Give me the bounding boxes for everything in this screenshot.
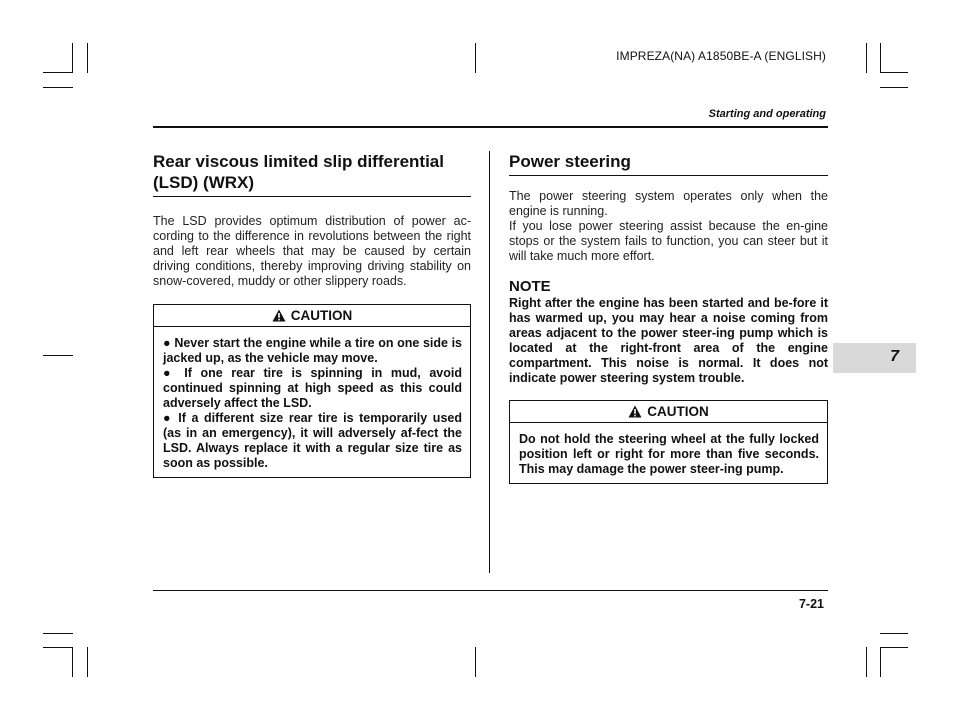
- power-steering-paragraph: If you lose power steering assist because the en-gine stops or the system fails to function, you can steer but it will take much more effort.: [509, 219, 828, 263]
- note-heading: NOTE: [509, 278, 551, 295]
- right-column: [509, 151, 828, 484]
- caution-item: ● If a different size rear tire is temporarily used (as in an emergency), it will adversely af-fect the LSD. Always replace it with a regular size tire as soon as possible.: [163, 411, 462, 470]
- crop-mark: [72, 647, 73, 677]
- lsd-paragraph: The LSD provides optimum distribution of power ac-cording to the difference in revolutions between the right and left rear wheels that may be caused by certain driving conditions, thereby improving driving stability on snow-covered, muddy or other slippery roads.: [153, 214, 471, 288]
- crop-mark: [475, 647, 476, 677]
- warning-icon: [272, 309, 286, 322]
- document-id: IMPREZA(NA) A1850BE-A (ENGLISH): [616, 49, 826, 63]
- crop-mark: [43, 87, 73, 88]
- caution-label: CAUTION: [290, 308, 353, 323]
- lsd-heading: Rear viscous limited slip differential (LSD) (WRX): [153, 151, 471, 197]
- caution-item: ● Never start the engine while a tire on one side is jacked up, as the vehicle may move.: [163, 336, 462, 365]
- crop-mark: [866, 43, 867, 73]
- crop-mark: [43, 633, 73, 634]
- crop-mark: [880, 647, 881, 677]
- caution-text: Do not hold the steering wheel at the fully locked position left or right for more than five seconds. This may damage the power steer-ing pump.: [519, 432, 819, 476]
- crop-mark: [475, 43, 476, 73]
- section-title: Starting and operating: [708, 108, 826, 120]
- left-column: [153, 151, 471, 478]
- crop-mark: [880, 72, 908, 73]
- caution-item: ● If one rear tire is spinning in mud, avoid continued spinning at high speed as this could adversely affect the LSD.: [163, 366, 462, 410]
- chapter-tab: [833, 343, 916, 373]
- power-steering-paragraph: The power steering system operates only when the engine is running.: [509, 189, 828, 218]
- header-rule: [153, 126, 828, 128]
- caution-header: [154, 305, 470, 327]
- page-number: 7-21: [798, 597, 824, 611]
- crop-mark: [43, 647, 73, 648]
- caution-body: [510, 423, 827, 483]
- footer-rule: [153, 590, 828, 591]
- crop-mark: [87, 43, 88, 73]
- caution-label: CAUTION: [647, 404, 709, 419]
- crop-mark: [72, 43, 73, 73]
- crop-mark: [87, 647, 88, 677]
- crop-mark: [43, 72, 73, 73]
- caution-body: [154, 327, 470, 477]
- power-steering-caution-box: [509, 400, 828, 484]
- crop-mark: [43, 355, 73, 356]
- chapter-number: 7: [890, 348, 899, 365]
- power-steering-heading: Power steering: [509, 151, 828, 176]
- crop-mark: [880, 647, 908, 648]
- caution-header: [510, 401, 827, 423]
- column-divider: [489, 151, 490, 573]
- crop-mark: [880, 87, 908, 88]
- note-text: Right after the engine has been started and be-fore it has warmed up, you may hear a noise coming from areas adjacent to the power steer-ing pump which is located at the right-front area of the engine compartment. This noise is normal. It does not indicate power steering system trouble.: [509, 296, 828, 385]
- crop-mark: [866, 647, 867, 677]
- crop-mark: [880, 633, 908, 634]
- warning-icon: [628, 405, 642, 418]
- crop-mark: [880, 43, 881, 73]
- lsd-caution-box: [153, 304, 471, 478]
